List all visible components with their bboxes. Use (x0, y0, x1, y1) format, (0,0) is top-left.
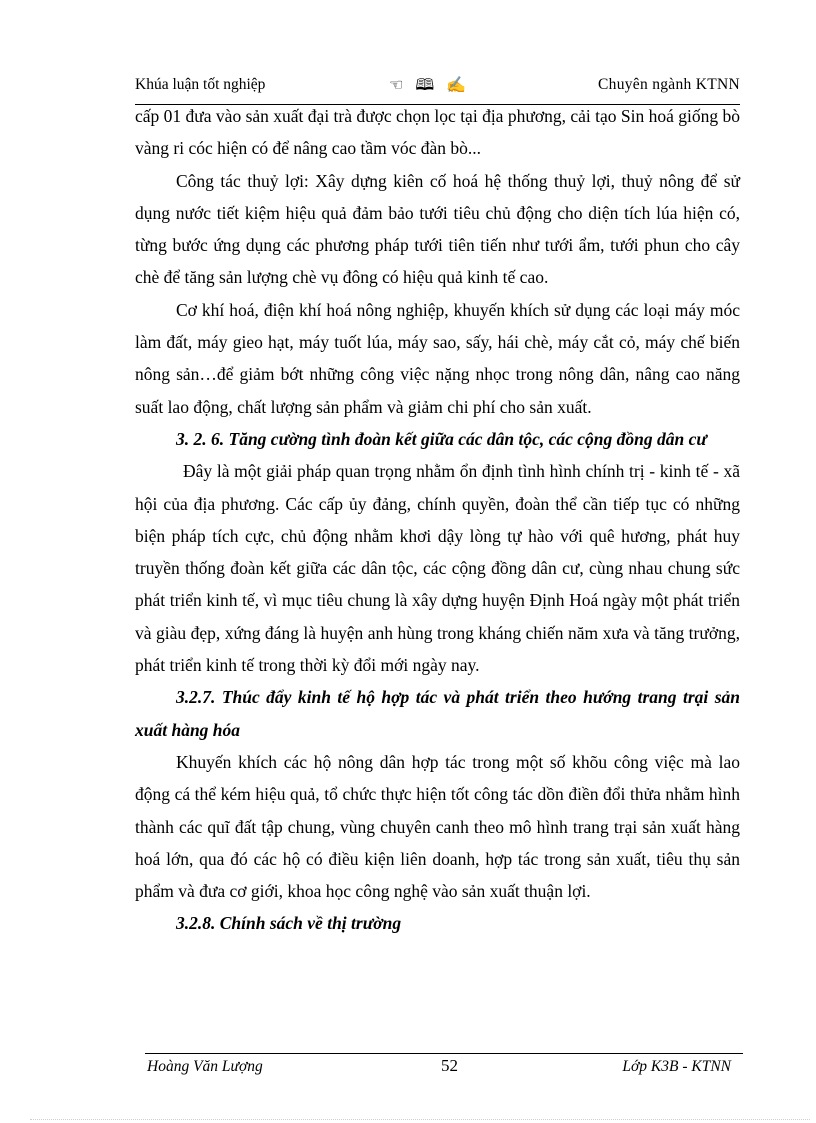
header-ornament-icon: ☜ 🕮 ✍ (389, 77, 471, 94)
heading-3-2-6: 3. 2. 6. Tăng cường tình đoàn kết giữa các dân tộc, các cộng đồng dân cư (176, 428, 707, 449)
heading-3-2-8: 3.2.8. Chính sách về thị trường (176, 913, 402, 934)
page-body (135, 100, 740, 940)
bottom-dotted-edge (30, 1119, 810, 1120)
footer-class: Lớp K3B - KTNN (622, 1058, 731, 1075)
page-number: 52 (441, 1056, 458, 1075)
page-header (135, 74, 740, 100)
paragraph-solidarity: Đây là một giải pháp quan trọng nhằm ổn định tình hình chính trị - kinh tế - xã hội của địa phương. Các cấp ủy đảng, chính quyền, đoàn thể cần tiếp tục có những biện pháp tích cực, chủ động nhằm khơi dậy lòng tự hào với quê hương, phát huy truyền thống đoàn kết giữa các dân tộc, các cộng đồng dân cư, cùng nhau chung sức phát triển kinh tế, vì mục tiêu chung là xây dựng huyện Định Hoá ngày một phát triển và giàu đẹp, xứng đáng là huyện anh hùng trong kháng chiến năm xưa và tăng trưởng, phát triển kinh tế trong thời kỳ đổi mới ngày nay. (135, 461, 740, 676)
paragraph-irrigation: Công tác thuỷ lợi: Xây dựng kiên cố hoá hệ thống thuỷ lợi, thuỷ nông để sử dụng nước tiết kiệm hiệu quả đảm bảo tưới tiêu chủ động cho diện tích lúa hiện có, từng bước ứng dụng các phương pháp tưới tiên tiến như tưới ẩm, tưới phun cho cây chè để tăng sản lượng chè vụ đông có hiệu quả kinh tế cao. (135, 170, 740, 288)
page-footer (145, 1056, 743, 1080)
footer-divider (145, 1053, 743, 1054)
header-thesis-label: Khúa luận tốt nghiệp (135, 76, 266, 93)
paragraph-mechanization: Cơ khí hoá, điện khí hoá nông nghiệp, khuyến khích sử dụng các loại máy móc làm đất, máy gieo hạt, máy tuốt lúa, máy sao, sấy, hái chè, máy cắt cỏ, máy chế biến nông sản…để giảm bớt những công việc nặng nhọc trong nông dân, nâng cao năng suất lao động, chất lượng sản phẩm và giảm chi phí cho sản xuất. (135, 299, 740, 417)
footer-author: Hoàng Văn Lượng (147, 1058, 263, 1075)
paragraph-cooperation: Khuyến khích các hộ nông dân hợp tác trong một số khõu công việc mà lao động cá thể kém hiệu quả, tổ chức thực hiện tốt công tác dồn điền đổi thửa nhằm hình thành các quĩ đất tập chung, vùng chuyên canh theo mô hình trang trại sản xuất hàng hoá lớn, qua đó các hộ có điều kiện liên doanh, hợp tác trong sản xuất, tiêu thụ sản phẩm và đưa cơ giới, khoa học công nghệ vào sản xuất thuận lợi. (135, 751, 740, 902)
header-major-label: Chuyên ngành KTNN (598, 76, 740, 93)
paragraph-livestock-continued: cấp 01 đưa vào sản xuất đại trà được chọn lọc tại địa phương, cải tạo Sin hoá giống bò vàng ri cóc hiện có để nâng cao tầm vóc đàn bò... (135, 106, 740, 159)
heading-3-2-7: 3.2.7. Thúc đẩy kinh tế hộ hợp tác và phát triển theo hướng trang trại sản xuất hàng hóa (135, 687, 740, 740)
